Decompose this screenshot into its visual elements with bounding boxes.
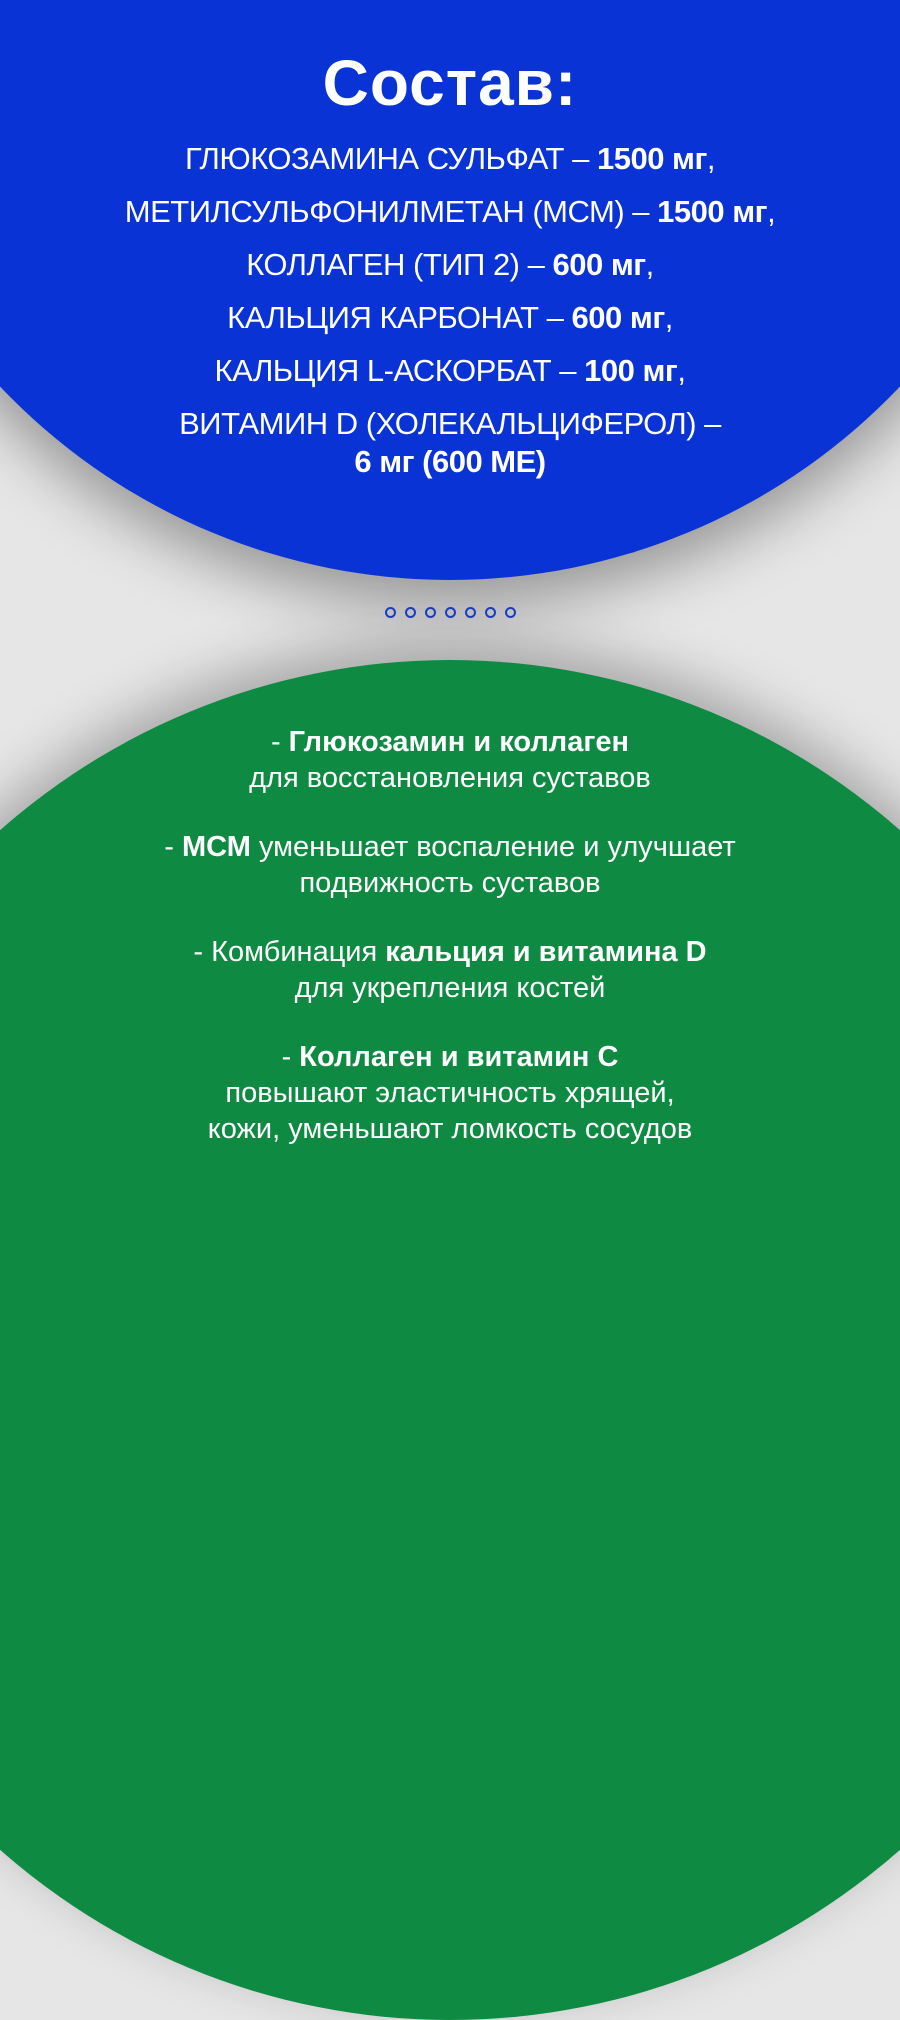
- ingredient-name: ГЛЮКОЗАМИНА СУЛЬФАТ –: [184, 141, 589, 176]
- ingredient-name: КАЛЬЦИЯ L-АСКОРБАТ –: [214, 353, 577, 388]
- ingredients-list: [0, 132, 900, 481]
- benefit-highlight: МСМ: [182, 831, 251, 863]
- benefit-prefix: -: [270, 726, 289, 758]
- benefit-highlight: Глюкозамин и коллаген: [288, 726, 630, 758]
- ingredient-amount: 100 мг: [584, 353, 678, 388]
- ingredient-amount: 1500 мг: [657, 194, 768, 229]
- ingredient-name: КАЛЬЦИЯ КАРБОНАТ –: [227, 300, 564, 335]
- pagination-dot: [485, 607, 496, 618]
- ingredient-suffix: ,: [664, 300, 673, 335]
- benefit-line: повышают эластичность хрящей,: [225, 1077, 675, 1109]
- ingredient-amount: 600 мг: [552, 247, 646, 282]
- benefit-line: кожи, уменьшают ломкость сосудов: [207, 1113, 693, 1145]
- pagination-dot: [425, 607, 436, 618]
- ingredient-name: КОЛЛАГЕН (ТИП 2) –: [246, 247, 545, 282]
- ingredient-name: МЕТИЛСУЛЬФОНИЛМЕТАН (МСМ) –: [124, 194, 650, 229]
- benefit-prefix: -: [281, 1041, 300, 1073]
- pagination-dot: [445, 607, 456, 618]
- ingredient-item: [0, 291, 900, 344]
- benefit-line: для восстановления суставов: [249, 762, 651, 794]
- benefit-item: [0, 829, 900, 901]
- benefit-highlight: Коллаген и витамин С: [299, 1041, 619, 1073]
- ingredient-name: ВИТАМИН D (ХОЛЕКАЛЬЦИФЕРОЛ) –: [179, 406, 721, 441]
- ingredient-suffix: ,: [706, 141, 716, 176]
- ingredient-item: [0, 405, 900, 481]
- composition-section: [0, 0, 900, 481]
- ingredient-amount: 600 мг: [571, 300, 665, 335]
- pagination-dot: [505, 607, 516, 618]
- ingredient-suffix: ,: [767, 194, 776, 229]
- ingredient-item: [0, 344, 900, 397]
- benefit-item: [0, 724, 900, 796]
- benefit-highlight: кальция и витамина D: [385, 936, 707, 968]
- ingredient-item: [0, 238, 900, 291]
- benefits-section: [0, 724, 900, 1180]
- composition-title: Состав:: [322, 47, 578, 119]
- benefit-prefix: - Комбинация: [193, 936, 386, 968]
- ingredient-amount: 1500 мг: [596, 141, 707, 176]
- pagination-dots: [0, 607, 900, 618]
- pagination-dot: [465, 607, 476, 618]
- benefit-item: [0, 1039, 900, 1147]
- benefit-line: для укрепления костей: [294, 972, 606, 1004]
- ingredient-item: [0, 185, 900, 238]
- ingredient-item: [0, 132, 900, 185]
- ingredient-amount: 6 мг (600 МЕ): [354, 444, 546, 479]
- ingredient-suffix: ,: [645, 247, 654, 282]
- benefit-line: подвижность суставов: [299, 867, 601, 899]
- pagination-dot: [385, 607, 396, 618]
- benefit-item: [0, 934, 900, 1006]
- benefit-line-rest: уменьшает воспаление и улучшает: [250, 831, 736, 863]
- benefit-prefix: -: [164, 831, 183, 863]
- pagination-dot: [405, 607, 416, 618]
- ingredient-suffix: ,: [677, 353, 686, 388]
